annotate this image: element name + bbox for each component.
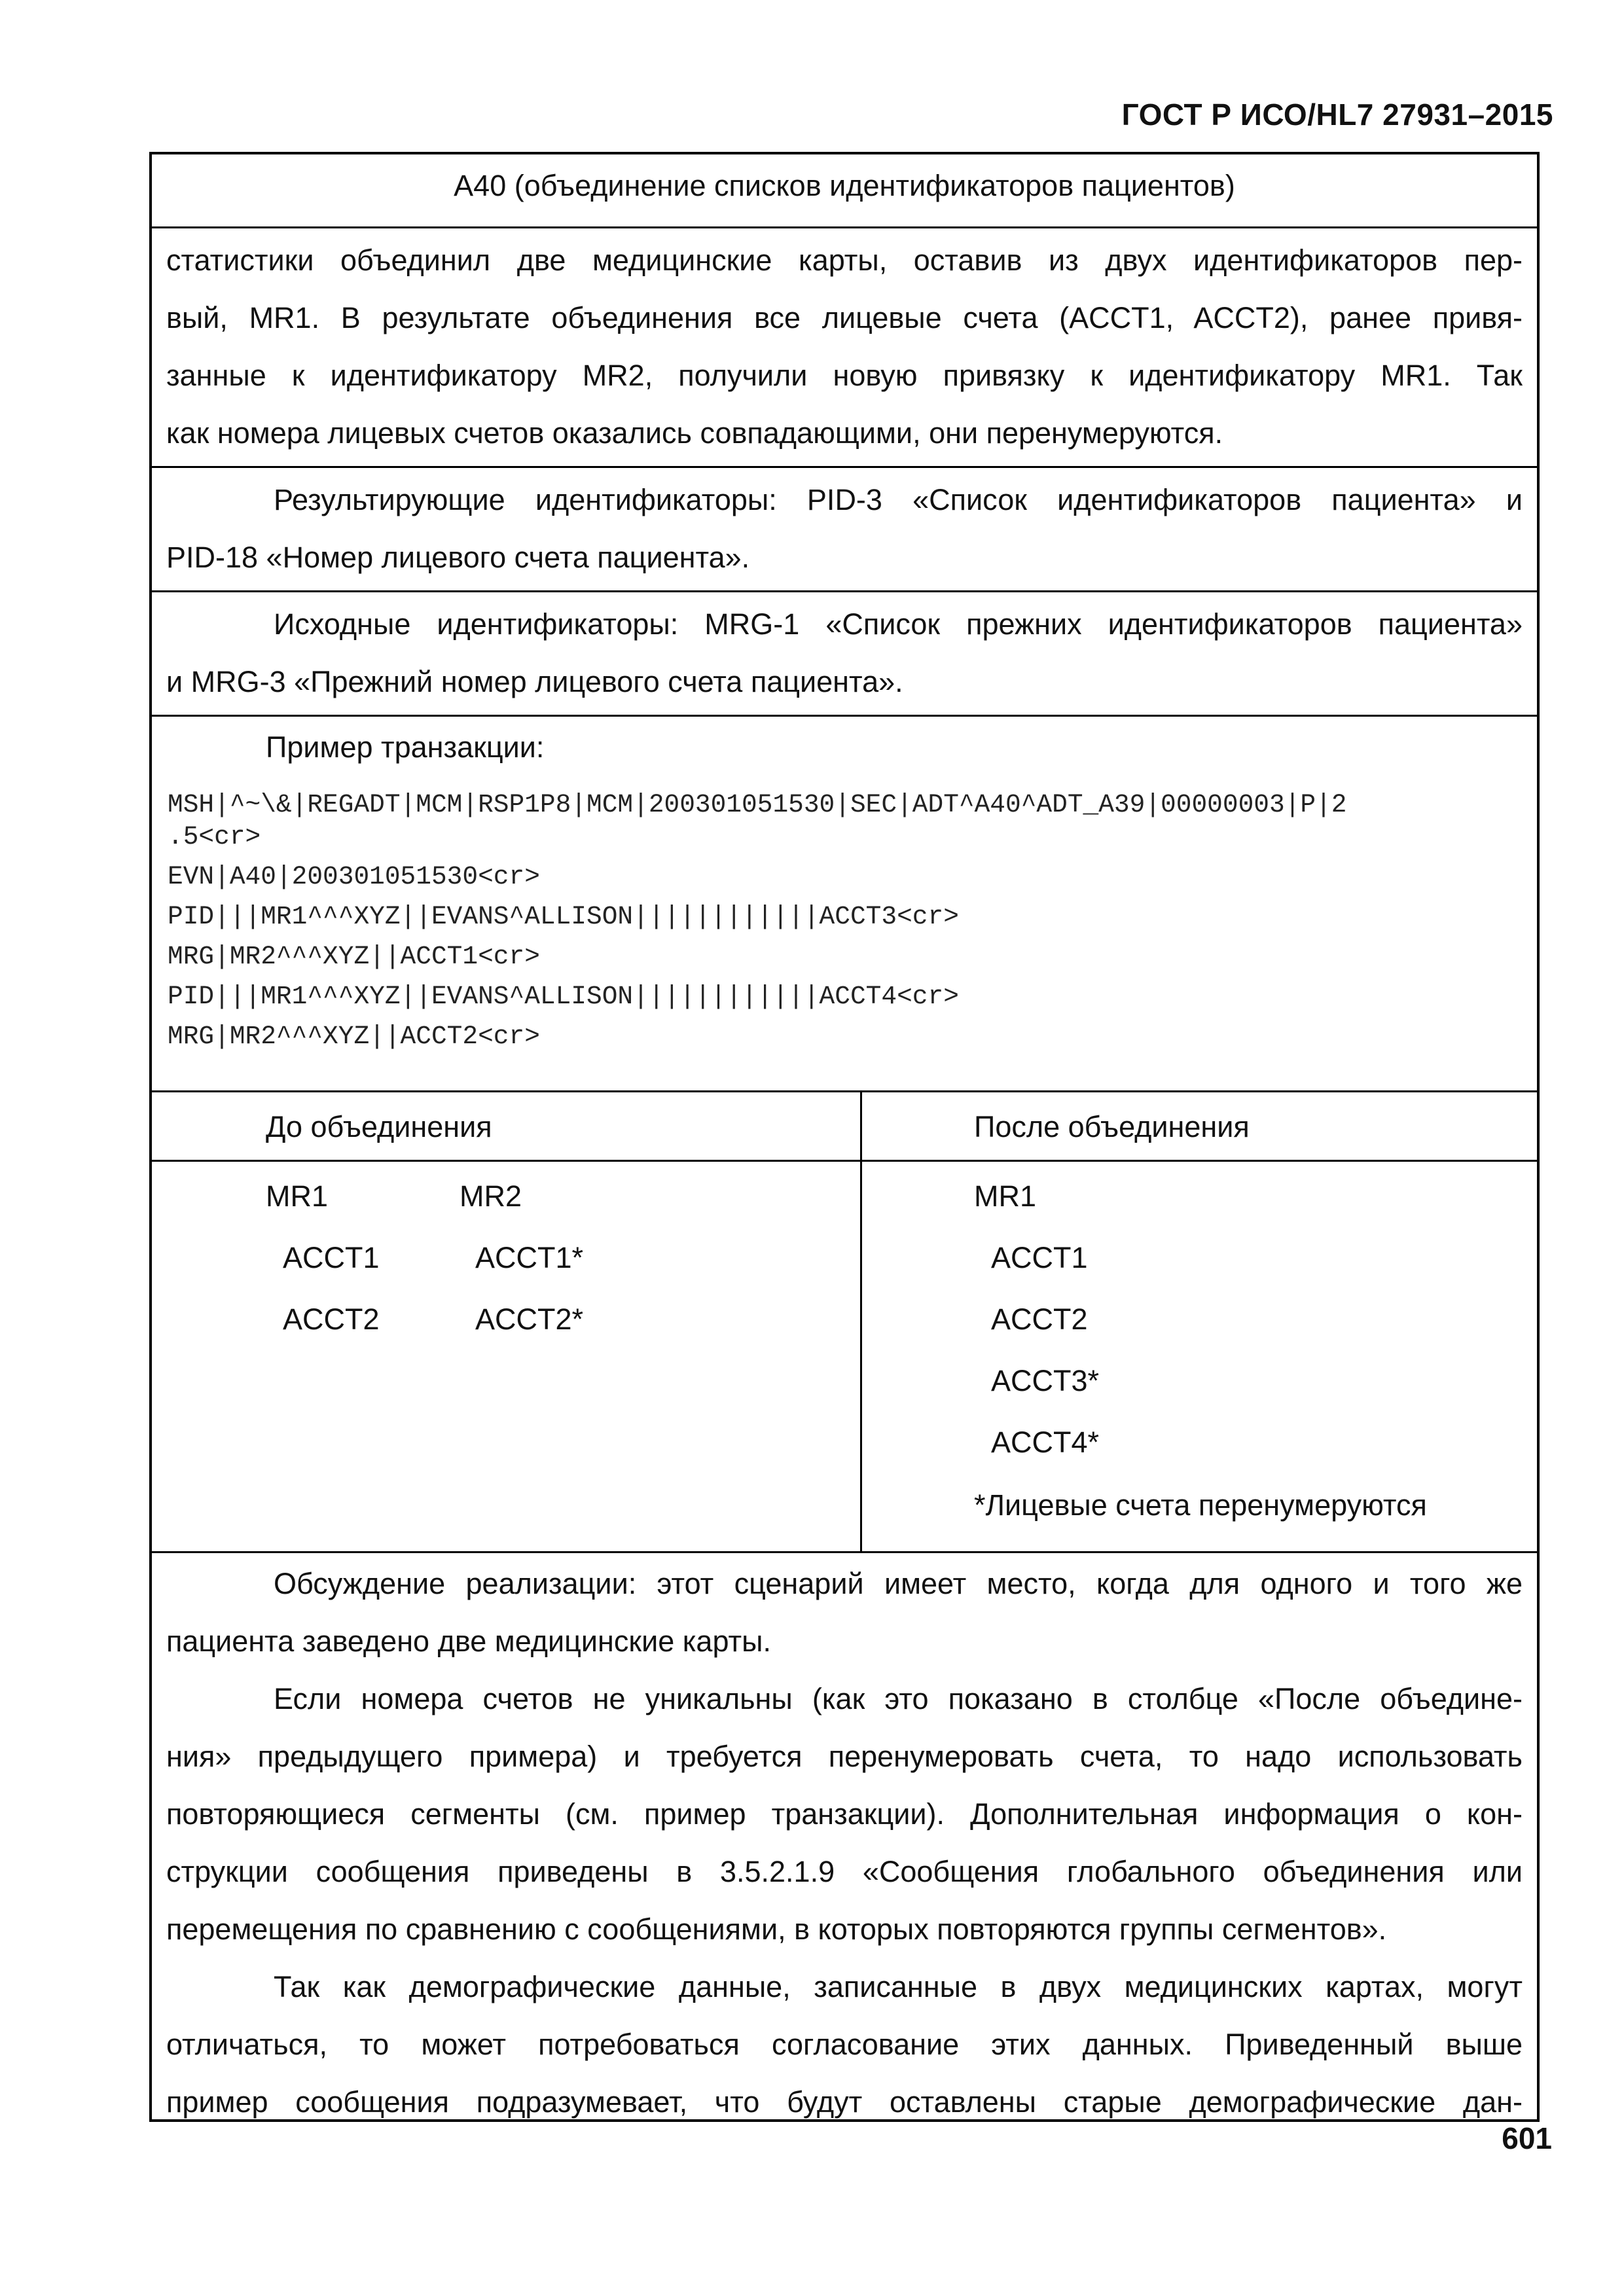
code-line: MSH|^~\&|REGADT|MCM|RSP1P8|MCM|200301051530|SEC|ADT^A40^ADT_A39|00000003|P|2 <box>168 790 1347 819</box>
intro-paragraph <box>166 232 1523 462</box>
after-col-item: ACCT4* <box>991 1426 1100 1459</box>
after-col-item: MR1 <box>974 1179 1037 1213</box>
text-line: занные к идентификатору MR2, получили новую привязку к идентификатору MR1. Так <box>166 359 1523 392</box>
text-line: статистики объединил две медицинские карты, оставив из двух идентификаторов пер- <box>166 243 1523 277</box>
code-line: PID|||MR1^^^XYZ||EVANS^ALLISON||||||||||||ACCT4<cr> <box>168 982 959 1011</box>
code-line: MRG|MR2^^^XYZ||ACCT2<cr> <box>168 1022 540 1051</box>
divider-line <box>152 226 1537 228</box>
text-line: Результирующие идентификаторы: PID-3 «Список идентификаторов пациента» и <box>274 483 1523 516</box>
before-col2-item: ACCT1* <box>475 1241 584 1274</box>
discussion-section <box>166 1555 1523 2131</box>
after-col-item: ACCT1 <box>991 1241 1088 1274</box>
page-number: 601 <box>1502 2121 1552 2155</box>
text-line: повторяющиеся сегменты (см. пример транзакции). Дополнительная информация о кон- <box>166 1797 1523 1831</box>
text-line: пациента заведено две медицинские карты. <box>166 1624 771 1658</box>
source-identifiers-paragraph <box>166 596 1523 711</box>
before-merge-header: До объединения <box>266 1110 492 1143</box>
text-line: перемещения по сравнению с сообщениями, в которых повторяются группы сегментов». <box>166 1912 1387 1946</box>
text-line: вый, MR1. В результате объединения все лицевые счета (ACCT1, ACCT2), ранее привя- <box>166 301 1523 334</box>
text-line: ния» предыдущего примера) и требуется перенумеровать счета, то надо использовать <box>166 1740 1523 1773</box>
example-label: Пример транзакции: <box>266 730 545 764</box>
result-identifiers-paragraph <box>166 471 1523 586</box>
divider-line <box>152 590 1537 592</box>
text-line: Исходные идентификаторы: MRG-1 «Список прежних идентификаторов пациента» <box>274 607 1523 641</box>
after-col-item: ACCT3* <box>991 1364 1100 1397</box>
divider-line <box>152 466 1537 468</box>
divider-line <box>152 1160 1537 1162</box>
code-line: EVN|A40|200301051530<cr> <box>168 862 540 891</box>
text-line: как номера лицевых счетов оказались совпадающими, они перенумеруются. <box>166 416 1223 450</box>
text-line: струкции сообщения приведены в 3.5.2.1.9 «Сообщения глобального объединения или <box>166 1855 1523 1888</box>
divider-line <box>152 715 1537 717</box>
divider-line <box>152 1090 1537 1092</box>
text-line: Так как демографические данные, записанные в двух медицинских картах, могут <box>274 1970 1523 2003</box>
frame-title: A40 (объединение списков идентификаторов пациентов) <box>454 169 1235 202</box>
before-col2-item: MR2 <box>460 1179 522 1213</box>
document-standard-header: ГОСТ Р ИСО/HL7 27931–2015 <box>1121 98 1553 132</box>
after-merge-header: После объединения <box>974 1110 1250 1143</box>
text-line: отличаться, то может потребоваться согласование этих данных. Приведенный выше <box>166 2028 1523 2061</box>
before-col1-item: ACCT2 <box>283 1302 380 1336</box>
code-line: PID|||MR1^^^XYZ||EVANS^ALLISON||||||||||||ACCT3<cr> <box>168 902 959 931</box>
text-line: и MRG-3 «Прежний номер лицевого счета пациента». <box>166 665 903 698</box>
divider-line <box>152 1551 1537 1553</box>
transaction-code-block <box>168 785 1523 1056</box>
text-line: пример сообщения подразумевает, что будут оставлены старые демографические дан- <box>166 2085 1523 2119</box>
text-line: Если номера счетов не уникальны (как это показано в столбце «После объедине- <box>274 1682 1523 1715</box>
before-col1-item: MR1 <box>266 1179 329 1213</box>
before-col1-item: ACCT1 <box>283 1241 380 1274</box>
renumbered-footnote: *Лицевые счета перенумеруются <box>974 1488 1427 1522</box>
content-frame <box>149 152 1540 2122</box>
after-col-item: ACCT2 <box>991 1302 1088 1336</box>
text-line: PID-18 «Номер лицевого счета пациента». <box>166 541 750 574</box>
code-line: MRG|MR2^^^XYZ||ACCT1<cr> <box>168 942 540 971</box>
before-col2-item: ACCT2* <box>475 1302 584 1336</box>
text-line: Обсуждение реализации: этот сценарий имеет место, когда для одного и того же <box>274 1567 1523 1600</box>
code-line: .5<cr> <box>168 822 261 852</box>
